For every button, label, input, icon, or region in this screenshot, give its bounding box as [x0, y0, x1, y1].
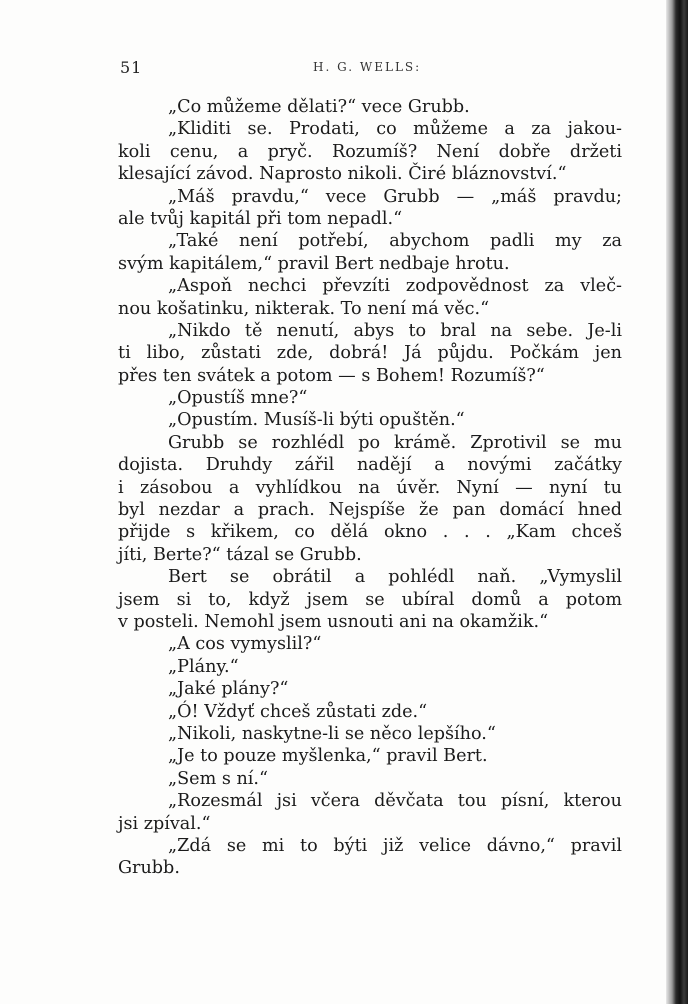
text-line: Bert se obrátil a pohlédl naň. „Vymyslil: [168, 567, 622, 588]
text-line: koli cenu, a pryč. Rozumíš? Není dobře držeti: [118, 141, 622, 162]
text-line: jíti, Berte?“ tázal se Grubb.: [118, 544, 362, 565]
text-line: „Plány.“: [168, 656, 239, 677]
text-line: „Co můžeme dělati?“ vece Grubb.: [168, 97, 470, 117]
text-line: „A cos vymyslil?“: [168, 634, 322, 655]
text-line: „Také není potřebí, abychom padli my za: [168, 231, 622, 252]
text-line: v posteli. Nemohl jsem usnouti ani na okamžik.“: [118, 611, 549, 632]
text-line: ti libo, zůstati zde, dobrá! Já půjdu. Počkám jen: [118, 343, 622, 364]
text-line: „Zdá se mi to býti již velice dávno,“ pravil: [168, 835, 622, 856]
text-line: svým kapitálem,“ pravil Bert nedbaje hrotu.: [118, 253, 510, 274]
text-line: „Opustím. Musíš-li býti opuštěn.“: [168, 410, 465, 431]
text-line: „Je to pouze myšlenka,“ pravil Bert.: [168, 746, 488, 767]
text-line: ale tvůj kapitál při tom nepadl.“: [118, 208, 403, 229]
text-line: „Nikdo tě nenutí, abys to bral na sebe. Je-li: [168, 320, 622, 341]
text-line: „Máš pravdu,“ vece Grubb — „máš pravdu;: [168, 186, 622, 207]
text-line: jsi zpíval.“: [118, 813, 211, 834]
book-binding-edge: [666, 0, 688, 1004]
text-line: jsem si to, když jsem se ubíral domů a potom: [118, 589, 622, 610]
text-line: „Ó! Vždyť chceš zůstati zde.“: [168, 701, 428, 722]
text-line: „Sem s ní.“: [168, 768, 269, 789]
body-text: [118, 96, 622, 880]
text-line: „Nikoli, naskytne-li se něco lepšího.“: [168, 723, 496, 744]
text-line: klesající závod. Naprosto nikoli. Čiré bláznovství.“: [118, 164, 567, 185]
text-line: Grubb se rozhlédl po krámě. Zprotivil se mu: [168, 432, 622, 453]
text-line: „Kliditi se. Prodati, co můžeme a za jakou-: [168, 119, 622, 140]
text-line: dojista. Druhdy zářil nadějí a novými začátky: [118, 455, 622, 476]
text-line: „Jaké plány?“: [168, 679, 289, 700]
text-line: přes ten svátek a potom — s Bohem! Rozumíš?“: [118, 365, 545, 386]
text-line: přijde s křikem, co dělá okno . . . „Kam chceš: [118, 522, 622, 543]
page-number: 51: [120, 58, 143, 77]
text-line: Grubb.: [118, 858, 180, 879]
text-line: „Rozesmál jsi včera děvčata tou písní, kterou: [168, 791, 622, 812]
text-line: „Opustíš mne?“: [168, 388, 308, 409]
text-line: byl nezdar a prach. Nejspíše že pan domácí hned: [118, 500, 622, 521]
running-head: H. G. WELLS:: [313, 60, 422, 74]
text-line: i zásobou a vyhlídkou na úvěr. Nyní — nyní tu: [118, 477, 622, 498]
text-line: „Aspoň nechci převzíti zodpovědnost za vleč-: [168, 276, 622, 297]
text-line: nou košatinku, nikterak. To není má věc.“: [118, 298, 490, 319]
